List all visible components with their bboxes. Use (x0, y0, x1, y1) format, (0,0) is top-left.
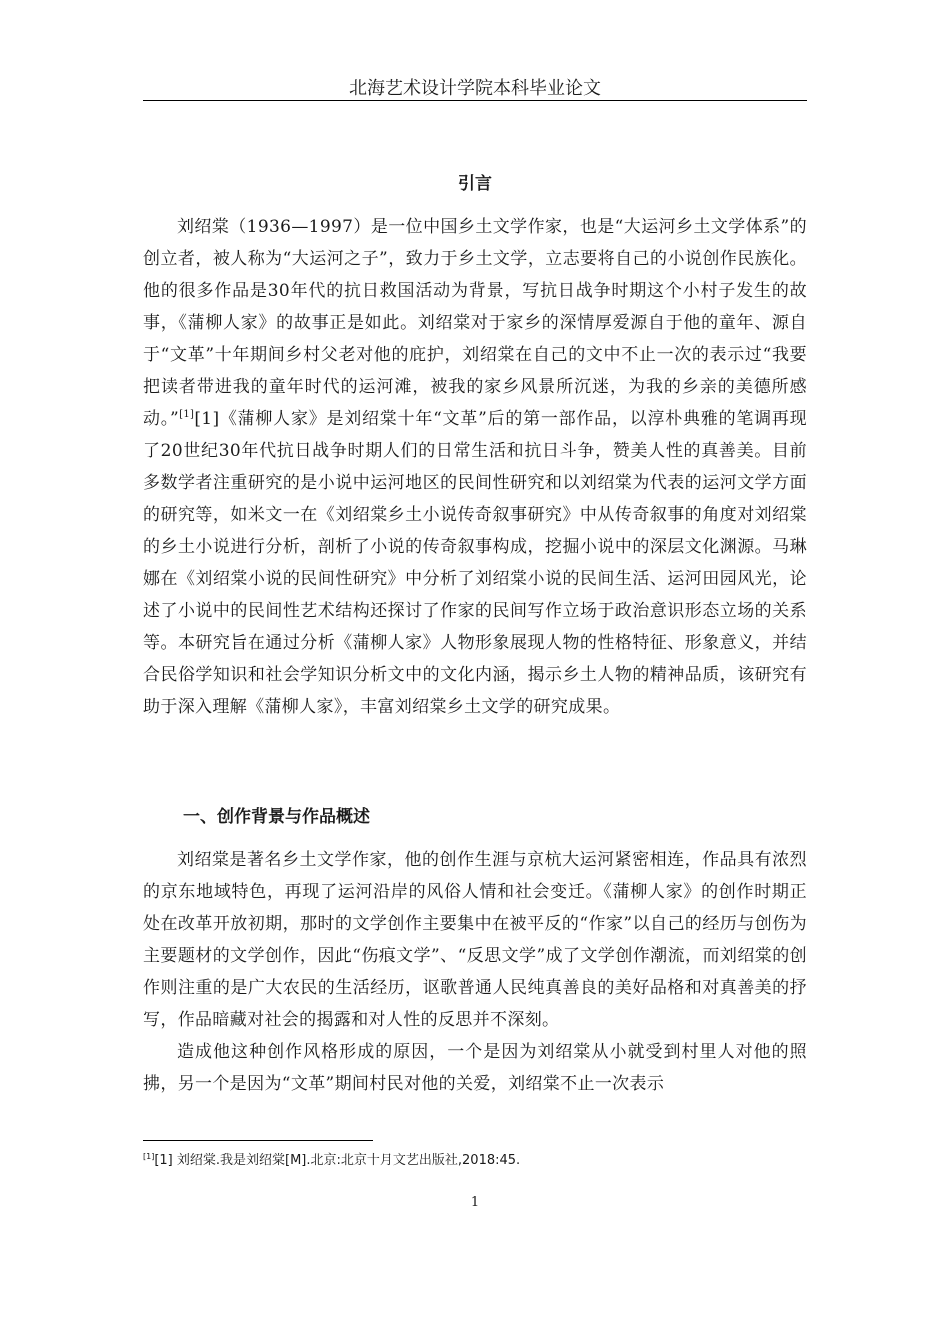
section-paragraph: 造成他这种创作风格形成的原因，一个是因为刘绍棠从小就受到村里人对他的照拂，另一个是因为“文革”期间村民对他的关爱，刘绍棠不止一次表示 (143, 1042, 807, 1094)
footnote-marker: [1] (143, 1152, 155, 1161)
footnote-rule (143, 1140, 373, 1141)
footnote (143, 1152, 807, 1170)
page-number: 1 (470, 1195, 480, 1210)
intro-paragraph (143, 211, 807, 723)
section-paragraph: 刘绍棠是著名乡土文学作家，他的创作生涯与京杭大运河紧密相连，作品具有浓烈的京东地域特色，再现了运河沿岸的风俗人情和社会变迁。《蒲柳人家》的创作时期正处在改革开放初期，那时的文学创作主要集中在被平反的“作家”以自己的经历与创伤为主要题材的文学创作，因此“伤痕文学”、“反思文学”成了文学创作潮流，而刘绍棠的创作则注重的是广大农民的生活经历，讴歌普通人民纯真善良的美好品格和对真善美的抒写，作品暗藏对社会的揭露和对人性的反思并不深刻。 (143, 850, 807, 1030)
intro-text-before-note: 刘绍棠（1936—1997）是一位中国乡土文学作家，也是“大运河乡土文学体系”的创立者，被人称为“大运河之子”，致力于乡土文学，立志要将自己的小说创作民族化。他的很多作品是30年代的抗日救国活动为背景，写抗日战争时期这个小村子发生的故事，《蒲柳人家》的故事正是如此。刘绍棠对于家乡的深情厚爱源自于他的童年、源自于“文革”十年期间乡村父老对他的庇护，刘绍棠在自己的文中不止一次的表示过“我要把读者带进我的童年时代的运河滩，被我的家乡风景所沉迷，为我的乡亲的美德所感动。” (143, 217, 807, 429)
intro-title: 引言 (458, 174, 492, 194)
intro-text-after-note: [1]《蒲柳人家》是刘绍棠十年“文革”后的第一部作品，以淳朴典雅的笔调再现了20世纪30年代抗日战争时期人们的日常生活和抗日斗争，赞美人性的真善美。目前多数学者注重研究的是小说中运河地区的民间性研究和以刘绍棠为代表的运河文学方面的研究等，如米文一在《刘绍棠乡土小说传奇叙事研究》中从传奇叙事的角度对刘绍棠的乡土小说进行分析，剖析了小说的传奇叙事构成，挖掘小说中的深层文化渊源。马琳娜在《刘绍棠小说的民间性研究》中分析了刘绍棠小说的民间生活、运河田园风光，论述了小说中的民间性艺术结构还探讨了作家的民间写作立场于政治意识形态立场的关系等。本研究旨在通过分析《蒲柳人家》人物形象展现人物的性格特征、形象意义，并结合民俗学知识和社会学知识分析文中的文化内涵，揭示乡土人物的精神品质，该研究有助于深入理解《蒲柳人家》，丰富刘绍棠乡土文学的研究成果。 (143, 409, 807, 717)
section-heading: 一、创作背景与作品概述 (183, 807, 370, 827)
footnote-reference[interactable]: [1] (179, 409, 195, 420)
running-header: 北海艺术设计学院本科毕业论文 (349, 78, 601, 99)
intro-body (143, 211, 807, 723)
header-rule (143, 100, 807, 101)
section-body (143, 844, 807, 1100)
footnote-text: [1] 刘绍棠.我是刘绍棠[M].北京:北京十月文艺出版社,2018:45. (154, 1153, 521, 1168)
